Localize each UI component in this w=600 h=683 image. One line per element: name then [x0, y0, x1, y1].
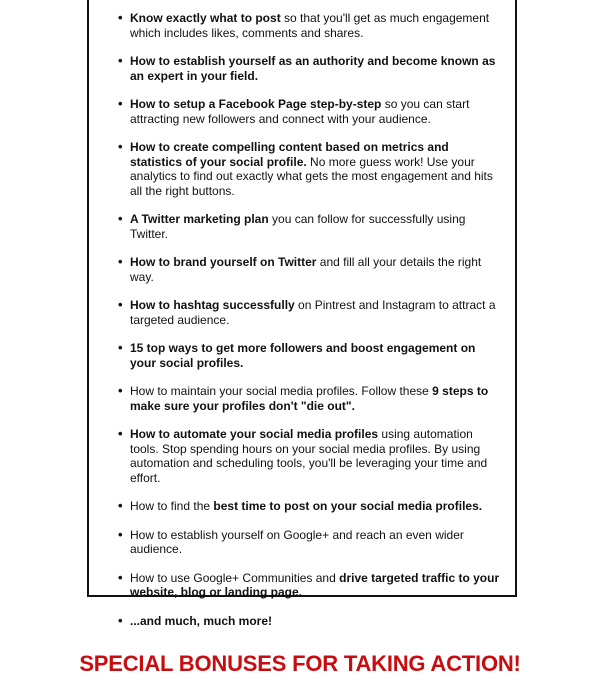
list-item	[130, 140, 501, 198]
bold-text: How to setup a Facebook Page step-by-step	[130, 97, 382, 111]
list-item	[130, 298, 501, 327]
benefits-list	[89, 0, 515, 628]
bonus-heading: SPECIAL BONUSES FOR TAKING ACTION!	[79, 651, 521, 676]
list-item	[130, 54, 501, 83]
bold-text: best time to post on your social media profiles.	[213, 499, 483, 513]
list-item	[130, 11, 501, 40]
bold-text: How to automate your social media profiles	[130, 427, 379, 441]
body-text: and fill all your details the right way.	[130, 255, 482, 284]
list-item	[130, 212, 501, 241]
list-item	[130, 97, 501, 126]
body-text: so you can start attracting new followers and connect with your audience.	[130, 97, 470, 126]
bold-text: A Twitter marketing plan	[130, 212, 269, 226]
bold-text: How to create compelling content based on metrics and statistics of your social profile.	[130, 140, 449, 169]
bold-text: How to hashtag successfully	[130, 298, 295, 312]
bold-text: ...and much, much more!	[130, 613, 273, 628]
list-item	[130, 255, 501, 284]
list-item	[130, 341, 501, 370]
list-item	[130, 614, 501, 629]
body-text: so that you'll get as much engagement which includes likes, comments and shares.	[130, 11, 490, 40]
body-text: you can follow for successfully using Twitter.	[130, 212, 466, 241]
bold-text: 9 steps to make sure your profiles don't "die out".	[130, 384, 489, 413]
body-text: How to use Google+ Communities and	[130, 570, 340, 585]
body-text: How to establish yourself on Google+ and reach an even wider audience.	[130, 527, 464, 556]
body-text: on Pintrest and Instagram to attract a targeted audience.	[130, 298, 496, 327]
bold-text: How to establish yourself as an authority and become known as an expert in your field.	[130, 54, 496, 83]
benefits-box	[87, 0, 517, 628]
body-text: No more guess work! Use your analytics to find out exactly what gets the most engagement and hits all the right buttons.	[130, 154, 493, 198]
bold-text: How to brand yourself on Twitter	[130, 255, 317, 269]
bold-text: drive targeted traffic to your website, blog or landing page.	[130, 570, 500, 599]
list-item	[130, 571, 501, 600]
body-text: How to maintain your social media profiles. Follow these	[130, 384, 433, 398]
list-item	[130, 499, 501, 514]
body-text: How to find the	[130, 499, 214, 513]
list-item	[130, 528, 501, 557]
list-item	[130, 384, 501, 413]
list-item	[130, 427, 501, 485]
body-text: using automation tools. Stop spending hours on your social media profiles. By using automation and scheduling tools, you'll be leveraging your time and effort.	[130, 427, 488, 485]
bold-text: 15 top ways to get more followers and boost engagement on your social profiles.	[130, 341, 476, 370]
bold-text: Know exactly what to post	[130, 11, 281, 25]
